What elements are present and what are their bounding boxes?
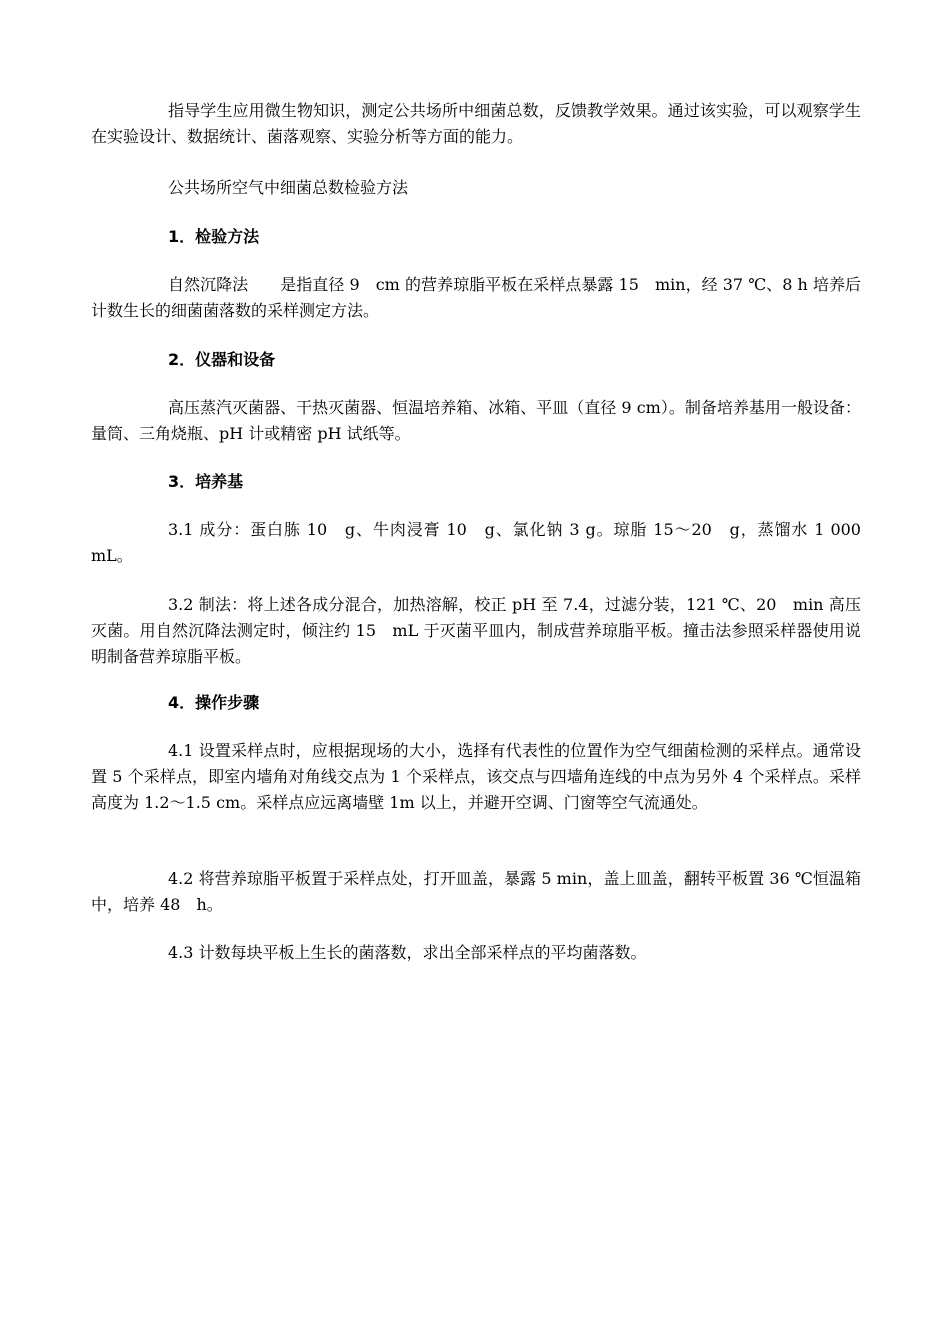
section-2-heading: 2．仪器和设备 [168, 350, 276, 369]
method-title: 公共场所空气中细菌总数检验方法 [168, 178, 409, 197]
section-3-2-text: 3.2 制法：将上述各成分混合，加热溶解，校正 pH 至 7.4，过滤分装，121 ℃、20 min 高压灭菌。用自然沉降法测定时，倾注约 15 mL 于灭菌平皿内，制成营养琼脂平板。撞击法参照采样器使用说明制备营养琼脂平板。 [91, 595, 861, 666]
section-4-1-text: 4.1 设置采样点时，应根据现场的大小，选择有代表性的位置作为空气细菌检测的采样点。通常设置 5 个采样点，即室内墙角对角线交点为 1 个采样点，该交点与四墙角连线的中点为另外 4 个采样点。采样高度为 1.2～1.5 cm。采样点应远离墙壁 1m 以上，并避开空调、门窗等空气流通处。 [91, 741, 861, 812]
section-1-heading: 1．检验方法 [168, 227, 260, 246]
section-4-3-text: 4.3 计数每块平板上生长的菌落数，求出全部采样点的平均菌落数。 [168, 943, 647, 962]
section-2-text: 高压蒸汽灭菌器、干热灭菌器、恒温培养箱、冰箱、平皿（直径 9 cm）。制备培养基用一般设备：量筒、三角烧瓶、pH 计或精密 pH 试纸等。 [91, 398, 861, 443]
section-1-text: 自然沉降法 是指直径 9 cm 的营养琼脂平板在采样点暴露 15 min，经 37 ℃、8 h 培养后计数生长的细菌菌落数的采样测定方法。 [91, 275, 861, 320]
section-4-2-text: 4.2 将营养琼脂平板置于采样点处，打开皿盖，暴露 5 min，盖上皿盖，翻转平板置 36 ℃恒温箱中，培养 48 h。 [91, 869, 861, 914]
section-3-heading: 3．培养基 [168, 472, 244, 491]
section-3-1-text: 3.1 成分：蛋白胨 10 g、牛肉浸膏 10 g、氯化钠 3 g。琼脂 15～20 g，蒸馏水 1 000 mL。 [91, 520, 861, 565]
intro-paragraph: 指导学生应用微生物知识，测定公共场所中细菌总数，反馈教学效果。通过该实验，可以观察学生在实验设计、数据统计、菌落观察、实验分析等方面的能力。 [91, 101, 861, 146]
section-4-heading: 4．操作步骤 [168, 693, 260, 712]
